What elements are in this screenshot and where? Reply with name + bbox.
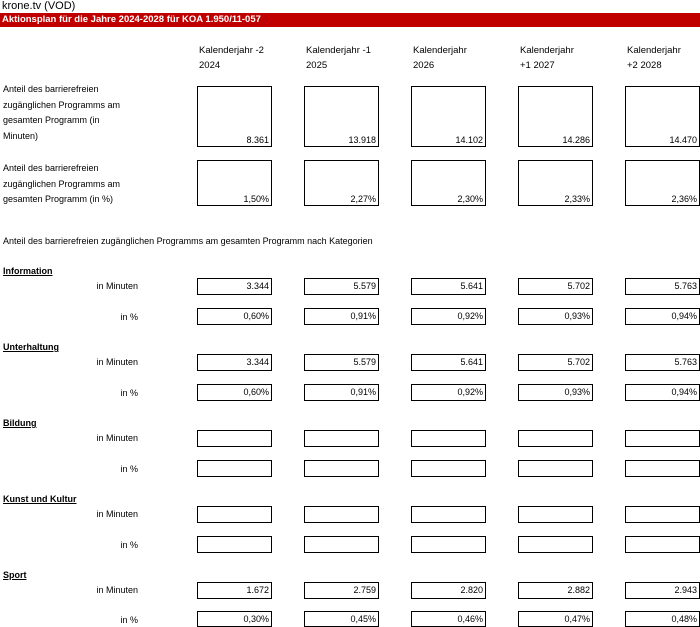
cell-kunst-percent-2026[interactable]: [411, 536, 486, 553]
overall-percent-2025[interactable]: 2,27%: [304, 160, 379, 206]
cell-information-percent-2026[interactable]: 0,92%: [411, 308, 486, 325]
cell-sport-percent-2025[interactable]: 0,45%: [304, 611, 379, 627]
channel-title: krone.tv (VOD): [2, 0, 76, 12]
cell-unterhaltung-percent-2026[interactable]: 0,92%: [411, 384, 486, 401]
cell-unterhaltung-percent-2027[interactable]: 0,93%: [518, 384, 593, 401]
cell-kunst-minutes-2024[interactable]: [197, 506, 272, 523]
overall-minutes-2024[interactable]: 8.361: [197, 86, 272, 147]
cell-kunst-percent-2025[interactable]: [304, 536, 379, 553]
cell-unterhaltung-percent-2028[interactable]: 0,94%: [625, 384, 700, 401]
cell-kunst-percent-2024[interactable]: [197, 536, 272, 553]
cell-unterhaltung-minutes-2027[interactable]: 5.702: [518, 354, 593, 371]
cell-sport-percent-2027[interactable]: 0,47%: [518, 611, 593, 627]
sublabel-percent: in %: [120, 312, 138, 322]
cell-information-percent-2028[interactable]: 0,94%: [625, 308, 700, 325]
sublabel-percent: in %: [120, 464, 138, 474]
column-header-2028: Kalenderjahr +2 2028: [627, 45, 681, 71]
column-header-2025: Kalenderjahr -1 2025: [306, 45, 371, 71]
cell-sport-minutes-2026[interactable]: 2.820: [411, 582, 486, 599]
cell-bildung-percent-2024[interactable]: [197, 460, 272, 477]
overall-minutes-2027[interactable]: 14.286: [518, 86, 593, 147]
cell-information-minutes-2027[interactable]: 5.702: [518, 278, 593, 295]
overall-minutes-2028[interactable]: 14.470: [625, 86, 700, 147]
cell-kunst-percent-2027[interactable]: [518, 536, 593, 553]
plan-title-bar: Aktionsplan für die Jahre 2024-2028 für KOA 1.950/11-057: [0, 13, 700, 27]
column-header-2026: Kalenderjahr 2026: [413, 45, 467, 71]
sublabel-minutes: in Minuten: [96, 281, 138, 291]
category-label-kunst-und-kultur: Kunst und Kultur: [3, 494, 77, 504]
cell-unterhaltung-minutes-2024[interactable]: 3.344: [197, 354, 272, 371]
cell-sport-minutes-2025[interactable]: 2.759: [304, 582, 379, 599]
cell-bildung-percent-2027[interactable]: [518, 460, 593, 477]
overall-percent-2024[interactable]: 1,50%: [197, 160, 272, 206]
cell-kunst-minutes-2025[interactable]: [304, 506, 379, 523]
overall-minutes-2025[interactable]: 13.918: [304, 86, 379, 147]
cell-bildung-minutes-2028[interactable]: [625, 430, 700, 447]
sublabel-minutes: in Minuten: [96, 585, 138, 595]
category-label-bildung: Bildung: [3, 418, 37, 428]
sublabel-minutes: in Minuten: [96, 433, 138, 443]
overall-percent-2027[interactable]: 2,33%: [518, 160, 593, 206]
category-label-unterhaltung: Unterhaltung: [3, 342, 59, 352]
cell-information-minutes-2026[interactable]: 5.641: [411, 278, 486, 295]
category-label-sport: Sport: [3, 570, 27, 580]
cell-bildung-minutes-2025[interactable]: [304, 430, 379, 447]
cell-sport-minutes-2028[interactable]: 2.943: [625, 582, 700, 599]
cell-unterhaltung-percent-2025[interactable]: 0,91%: [304, 384, 379, 401]
cell-unterhaltung-minutes-2028[interactable]: 5.763: [625, 354, 700, 371]
cell-unterhaltung-percent-2024[interactable]: 0,60%: [197, 384, 272, 401]
cell-sport-minutes-2027[interactable]: 2.882: [518, 582, 593, 599]
cell-unterhaltung-minutes-2025[interactable]: 5.579: [304, 354, 379, 371]
cell-sport-percent-2024[interactable]: 0,30%: [197, 611, 272, 627]
cell-bildung-percent-2025[interactable]: [304, 460, 379, 477]
cell-bildung-percent-2026[interactable]: [411, 460, 486, 477]
cell-information-minutes-2024[interactable]: 3.344: [197, 278, 272, 295]
cell-sport-minutes-2024[interactable]: 1.672: [197, 582, 272, 599]
cell-bildung-minutes-2024[interactable]: [197, 430, 272, 447]
overall-percent-2028[interactable]: 2,36%: [625, 160, 700, 206]
column-header-2024: Kalenderjahr -2 2024: [199, 45, 264, 71]
overall-minutes-label: Anteil des barrierefreien zugänglichen Programms am gesamten Programm (in Minuten): [3, 84, 121, 141]
cell-information-minutes-2028[interactable]: 5.763: [625, 278, 700, 295]
sublabel-minutes: in Minuten: [96, 357, 138, 367]
sublabel-percent: in %: [120, 615, 138, 625]
sublabel-minutes: in Minuten: [96, 509, 138, 519]
cell-information-percent-2027[interactable]: 0,93%: [518, 308, 593, 325]
overall-percent-label: Anteil des barrierefreien zugänglichen Programms am gesamten Programm (in %): [3, 163, 121, 204]
cell-kunst-minutes-2026[interactable]: [411, 506, 486, 523]
overall-percent-2026[interactable]: 2,30%: [411, 160, 486, 206]
sublabel-percent: in %: [120, 540, 138, 550]
cell-sport-percent-2028[interactable]: 0,48%: [625, 611, 700, 627]
cell-bildung-percent-2028[interactable]: [625, 460, 700, 477]
sublabel-percent: in %: [120, 388, 138, 398]
cell-unterhaltung-minutes-2026[interactable]: 5.641: [411, 354, 486, 371]
cell-information-percent-2024[interactable]: 0,60%: [197, 308, 272, 325]
category-section-title: Anteil des barrierefreien zugänglichen Programms am gesamten Programm nach Kategorien: [3, 236, 373, 246]
cell-sport-percent-2026[interactable]: 0,46%: [411, 611, 486, 627]
cell-kunst-percent-2028[interactable]: [625, 536, 700, 553]
cell-bildung-minutes-2026[interactable]: [411, 430, 486, 447]
cell-information-percent-2025[interactable]: 0,91%: [304, 308, 379, 325]
overall-minutes-2026[interactable]: 14.102: [411, 86, 486, 147]
cell-bildung-minutes-2027[interactable]: [518, 430, 593, 447]
column-header-2027: Kalenderjahr +1 2027: [520, 45, 574, 71]
cell-kunst-minutes-2027[interactable]: [518, 506, 593, 523]
cell-kunst-minutes-2028[interactable]: [625, 506, 700, 523]
category-label-information: Information: [3, 266, 53, 276]
cell-information-minutes-2025[interactable]: 5.579: [304, 278, 379, 295]
